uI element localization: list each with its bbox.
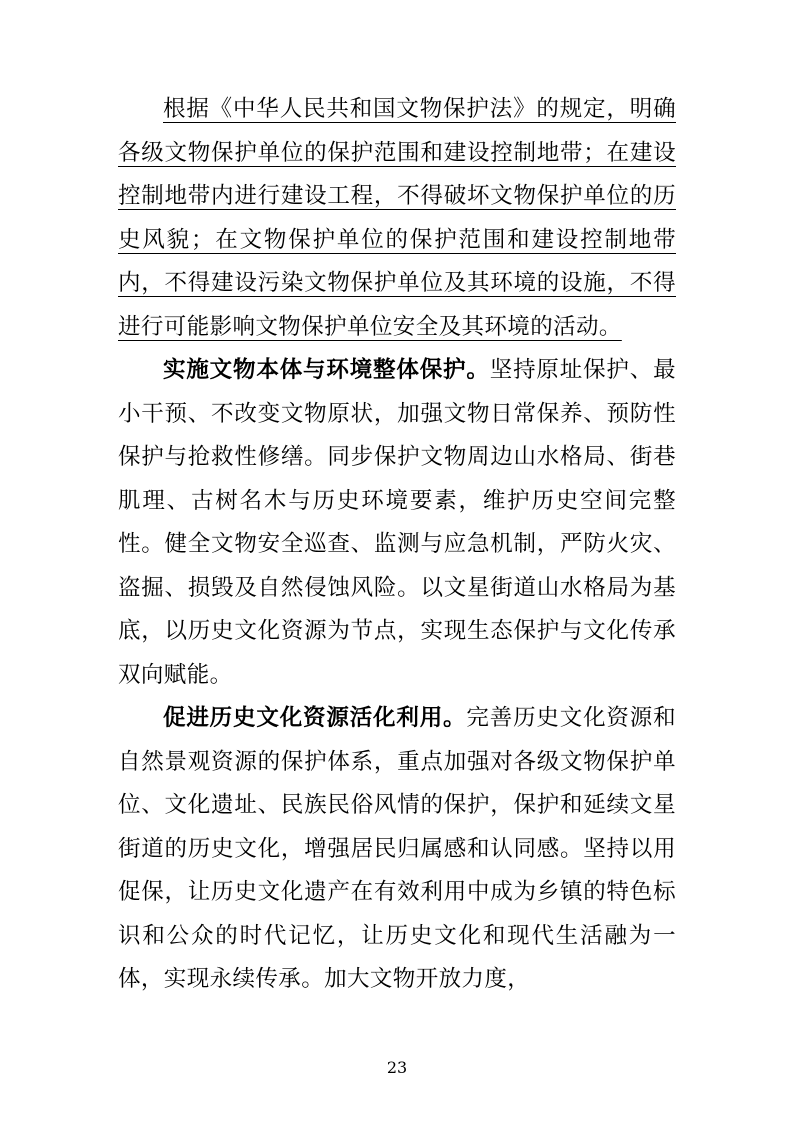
paragraph-overall-protection-text: 坚持原址保护、最小干预、不改变文物原状，加强文物日常保养、预防性保护与抢救性修缮。同步保护文物周边山水格局、街巷肌理、古树名木与历史环境要素，维护历史空间完整性。健全文物安全巡查、监测与应急机制，严防火灾、盗掘、损毁及自然侵蚀风险。以文星街道山水格局为基底，以历史文化资源为节点，实现生态保护与文化传承双向赋能。 [118, 357, 676, 688]
paragraph-law-scope: 根据《中华人民共和国文物保护法》的规定，明确各级文物保护单位的保护范围和建设控制地带；在建设控制地带内进行建设工程，不得破坏文物保护单位的历史风貌；在文物保护单位的保护范围和建设控制地带内，不得建设污染文物保护单位及其环境的设施，不得进行可能影响文物保护单位安全及其环境的活动。 [118, 96, 676, 340]
paragraph-activation-use-lead: 促进历史文化资源活化利用。 [163, 705, 467, 731]
paragraph-activation-use-text: 完善历史文化资源和自然景观资源的保护体系，重点加强对各级文物保护单位、文化遗址、民族民俗风情的保护，保护和延续文星街道的历史文化，增强居民归属感和认同感。坚持以用促保，让历史文化遗产在有效利用中成为乡镇的特色标识和公众的时代记忆，让历史文化和现代生活融为一体，实现永续传承。加大文物开放力度， [118, 705, 676, 992]
paragraph-overall-protection-lead: 实施文物本体与环境整体保护。 [163, 357, 490, 383]
page-number: 23 [386, 1058, 408, 1077]
paragraph-overall-protection [118, 349, 676, 697]
document-body [118, 88, 676, 1002]
paragraph-activation-use [118, 697, 676, 1002]
